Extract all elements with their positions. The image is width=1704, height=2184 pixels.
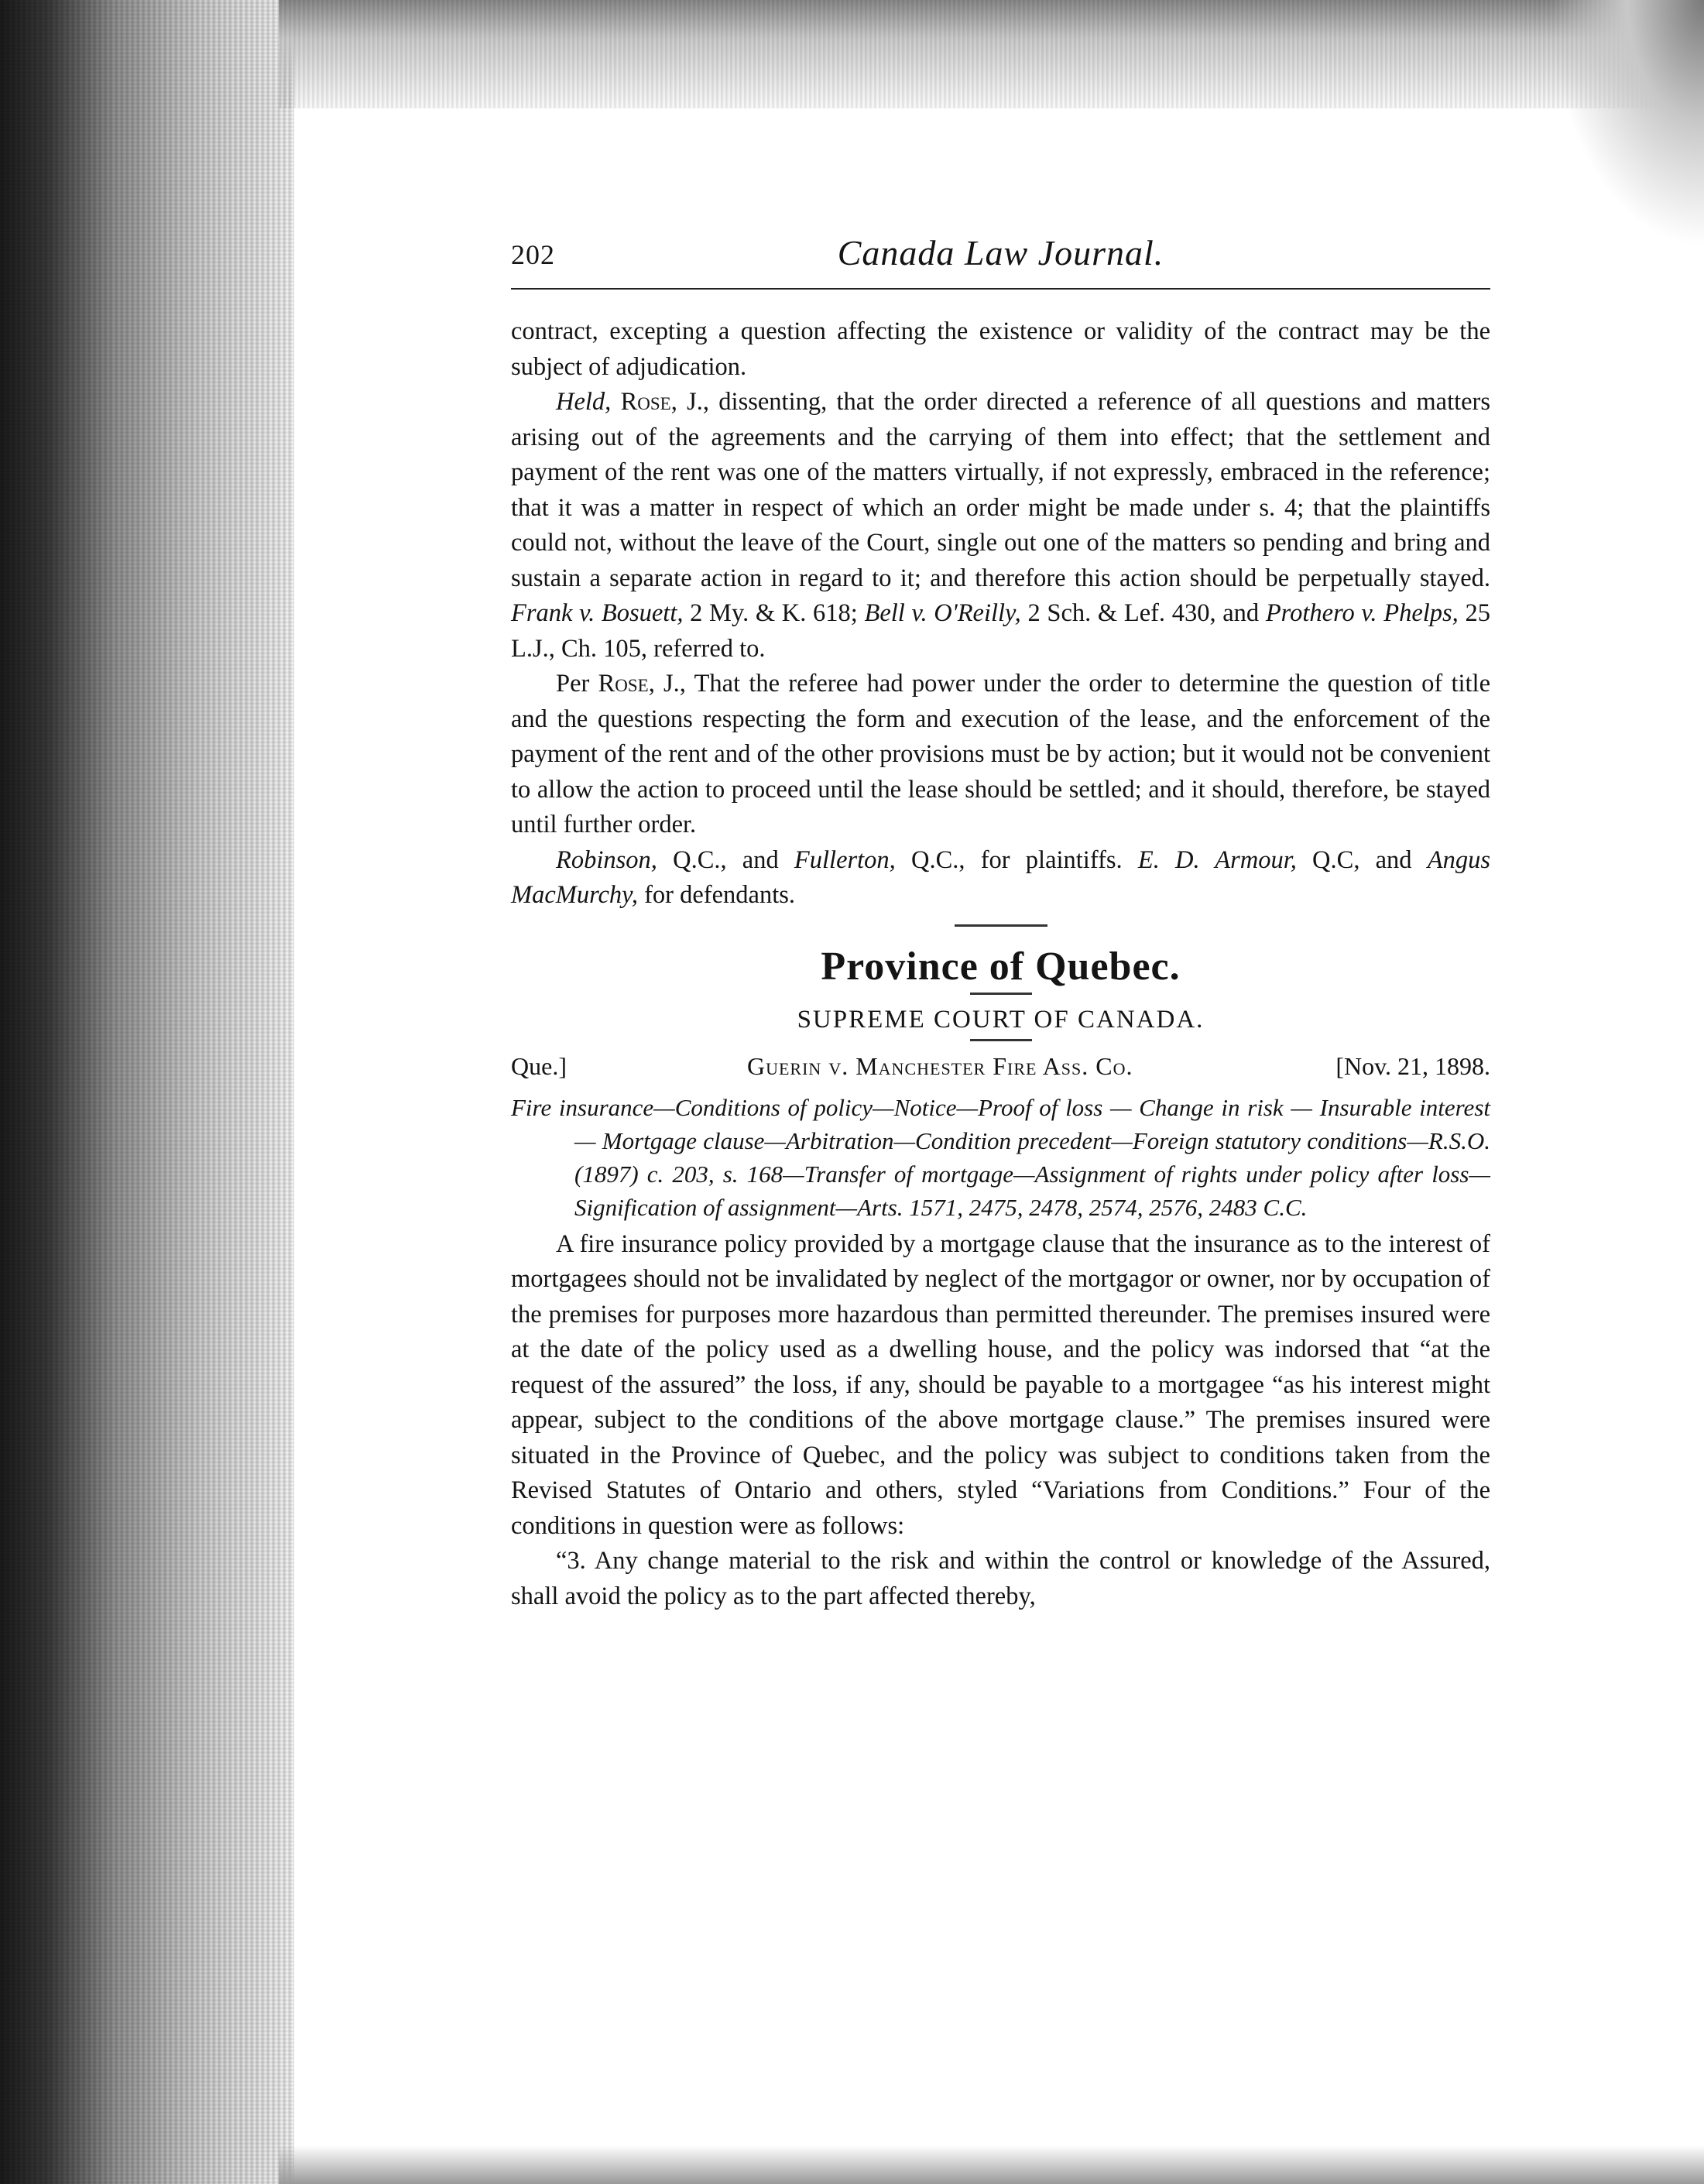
citation-case-3: Prothero v. Phelps,	[1265, 599, 1459, 627]
scan-shadow-corner	[1549, 0, 1704, 248]
citation-ref-2: 2 Sch. & Lef. 430, and	[1027, 599, 1260, 627]
case-date: [Nov. 21, 1898.	[1335, 1051, 1490, 1080]
case-caption	[511, 1052, 1490, 1088]
per-body: That the referee had power under the order to determine the question of title and the questions respecting the form and execution of the lease, and the enforcement of the payment of the rent and of the other provisions must be by action; but it would not be convenient to allow the action to proceed until the lease should be settled; and it should, therefore, be stayed until further order.	[511, 670, 1490, 838]
counsel-text-3: Q.C, and	[1312, 845, 1412, 874]
scan-shadow-top	[279, 0, 1704, 108]
held-body: dissenting, that the order directed a reference of all questions and matters arising out of the agreements and the carrying of them into effect; that the settlement and payment of the rent was one of the matters virtually, if not expressly, embraced in the reference; that it was a matter in respect of which an order might be made under s. 4; that the plaintiffs could not, without the leave of the Court, single out one of the matters so pending and bring and sustain a separate action in regard to it; and therefore this action should be perpetually stayed.	[511, 388, 1491, 592]
counsel-text-1: Q.C., and	[673, 845, 779, 874]
paragraph-counsel	[511, 843, 1490, 914]
headnote: Fire insurance—Conditions of policy—Notice—Proof of loss — Change in risk — Insurable interest — Mortgage clause—Arbitration—Condition precedent—Foreign statutory conditions—R.S.O. (1897) c. 203, s. 168—Transfer of mortgage—Assignment of rights under policy after loss—Signification of assignment—Arts. 1571, 2475, 2478, 2574, 2576, 2483 C.C.	[511, 1093, 1490, 1221]
citation-ref-3: 25 L.J., Ch. 105, referred to.	[511, 599, 1490, 663]
counsel-1: Robinson,	[556, 845, 657, 874]
paragraph-condition-3: “3. Any change material to the risk and within the control or knowledge of the Assured, shall avoid the policy as to the part affected thereby,	[511, 1547, 1490, 1610]
counsel-4: Angus MacMurchy,	[511, 845, 1490, 909]
page-content	[511, 314, 1490, 1614]
paragraph-per-rose	[511, 667, 1490, 843]
header-rule	[511, 288, 1490, 290]
section-separator	[955, 924, 1047, 927]
section-heading: Province of Quebec.	[821, 944, 1181, 989]
document-page	[511, 232, 1490, 2152]
judge-name: Rose, J.,	[620, 388, 710, 416]
counsel-2: Fullerton,	[794, 845, 896, 874]
counsel-text-2: Q.C., for plaintiffs.	[911, 845, 1123, 874]
counsel-3: E. D. Armour,	[1137, 845, 1297, 874]
held-label: Held,	[556, 388, 612, 416]
scan-shadow-left	[0, 0, 294, 2184]
court-title: SUPREME COURT OF CANADA.	[797, 1005, 1205, 1034]
per-judge: Rose, J.,	[598, 670, 686, 698]
citation-ref-1: 2 My. & K. 618;	[690, 599, 858, 627]
court-rule	[970, 1039, 1032, 1041]
running-title: Canada Law Journal.	[837, 233, 1164, 273]
page-number: 202	[511, 239, 555, 270]
paragraph-fire-insurance: A fire insurance policy provided by a mortgage clause that the insurance as to the interest of mortgagees should not be invalidated by neglect of the mortgagor or owner, nor by occupation of the premises for purposes more hazardous than permitted thereunder. The premises insured were at the date of the policy used as a dwelling house, and the policy was indorsed that “at the request of the assured” the loss, if any, should be payable to a mortgagee “as his interest might appear, subject to the conditions of the above mortgage clause.” The premises insured were situated in the Province of Quebec, and the policy was subject to conditions taken from the Revised Statutes of Ontario and others, styled “Variations from Conditions.” Four of the conditions in question were as follows:	[511, 1229, 1490, 1540]
per-prefix: Per	[556, 670, 590, 698]
page-header	[511, 232, 1490, 277]
case-name: Guerin v. Manchester Fire Ass. Co.	[747, 1051, 1133, 1080]
paragraph-contract: contract, excepting a question affecting the existence or validity of the contract may be the subject of adjudication.	[511, 317, 1490, 381]
heading-rule	[970, 993, 1032, 995]
citation-case-2: Bell v. O'Reilly,	[864, 599, 1021, 627]
counsel-text-4: for defendants.	[644, 881, 795, 909]
paragraph-held	[511, 385, 1490, 667]
case-jurisdiction: Que.]	[511, 1051, 567, 1080]
citation-case-1: Frank v. Bosuett,	[511, 599, 684, 627]
